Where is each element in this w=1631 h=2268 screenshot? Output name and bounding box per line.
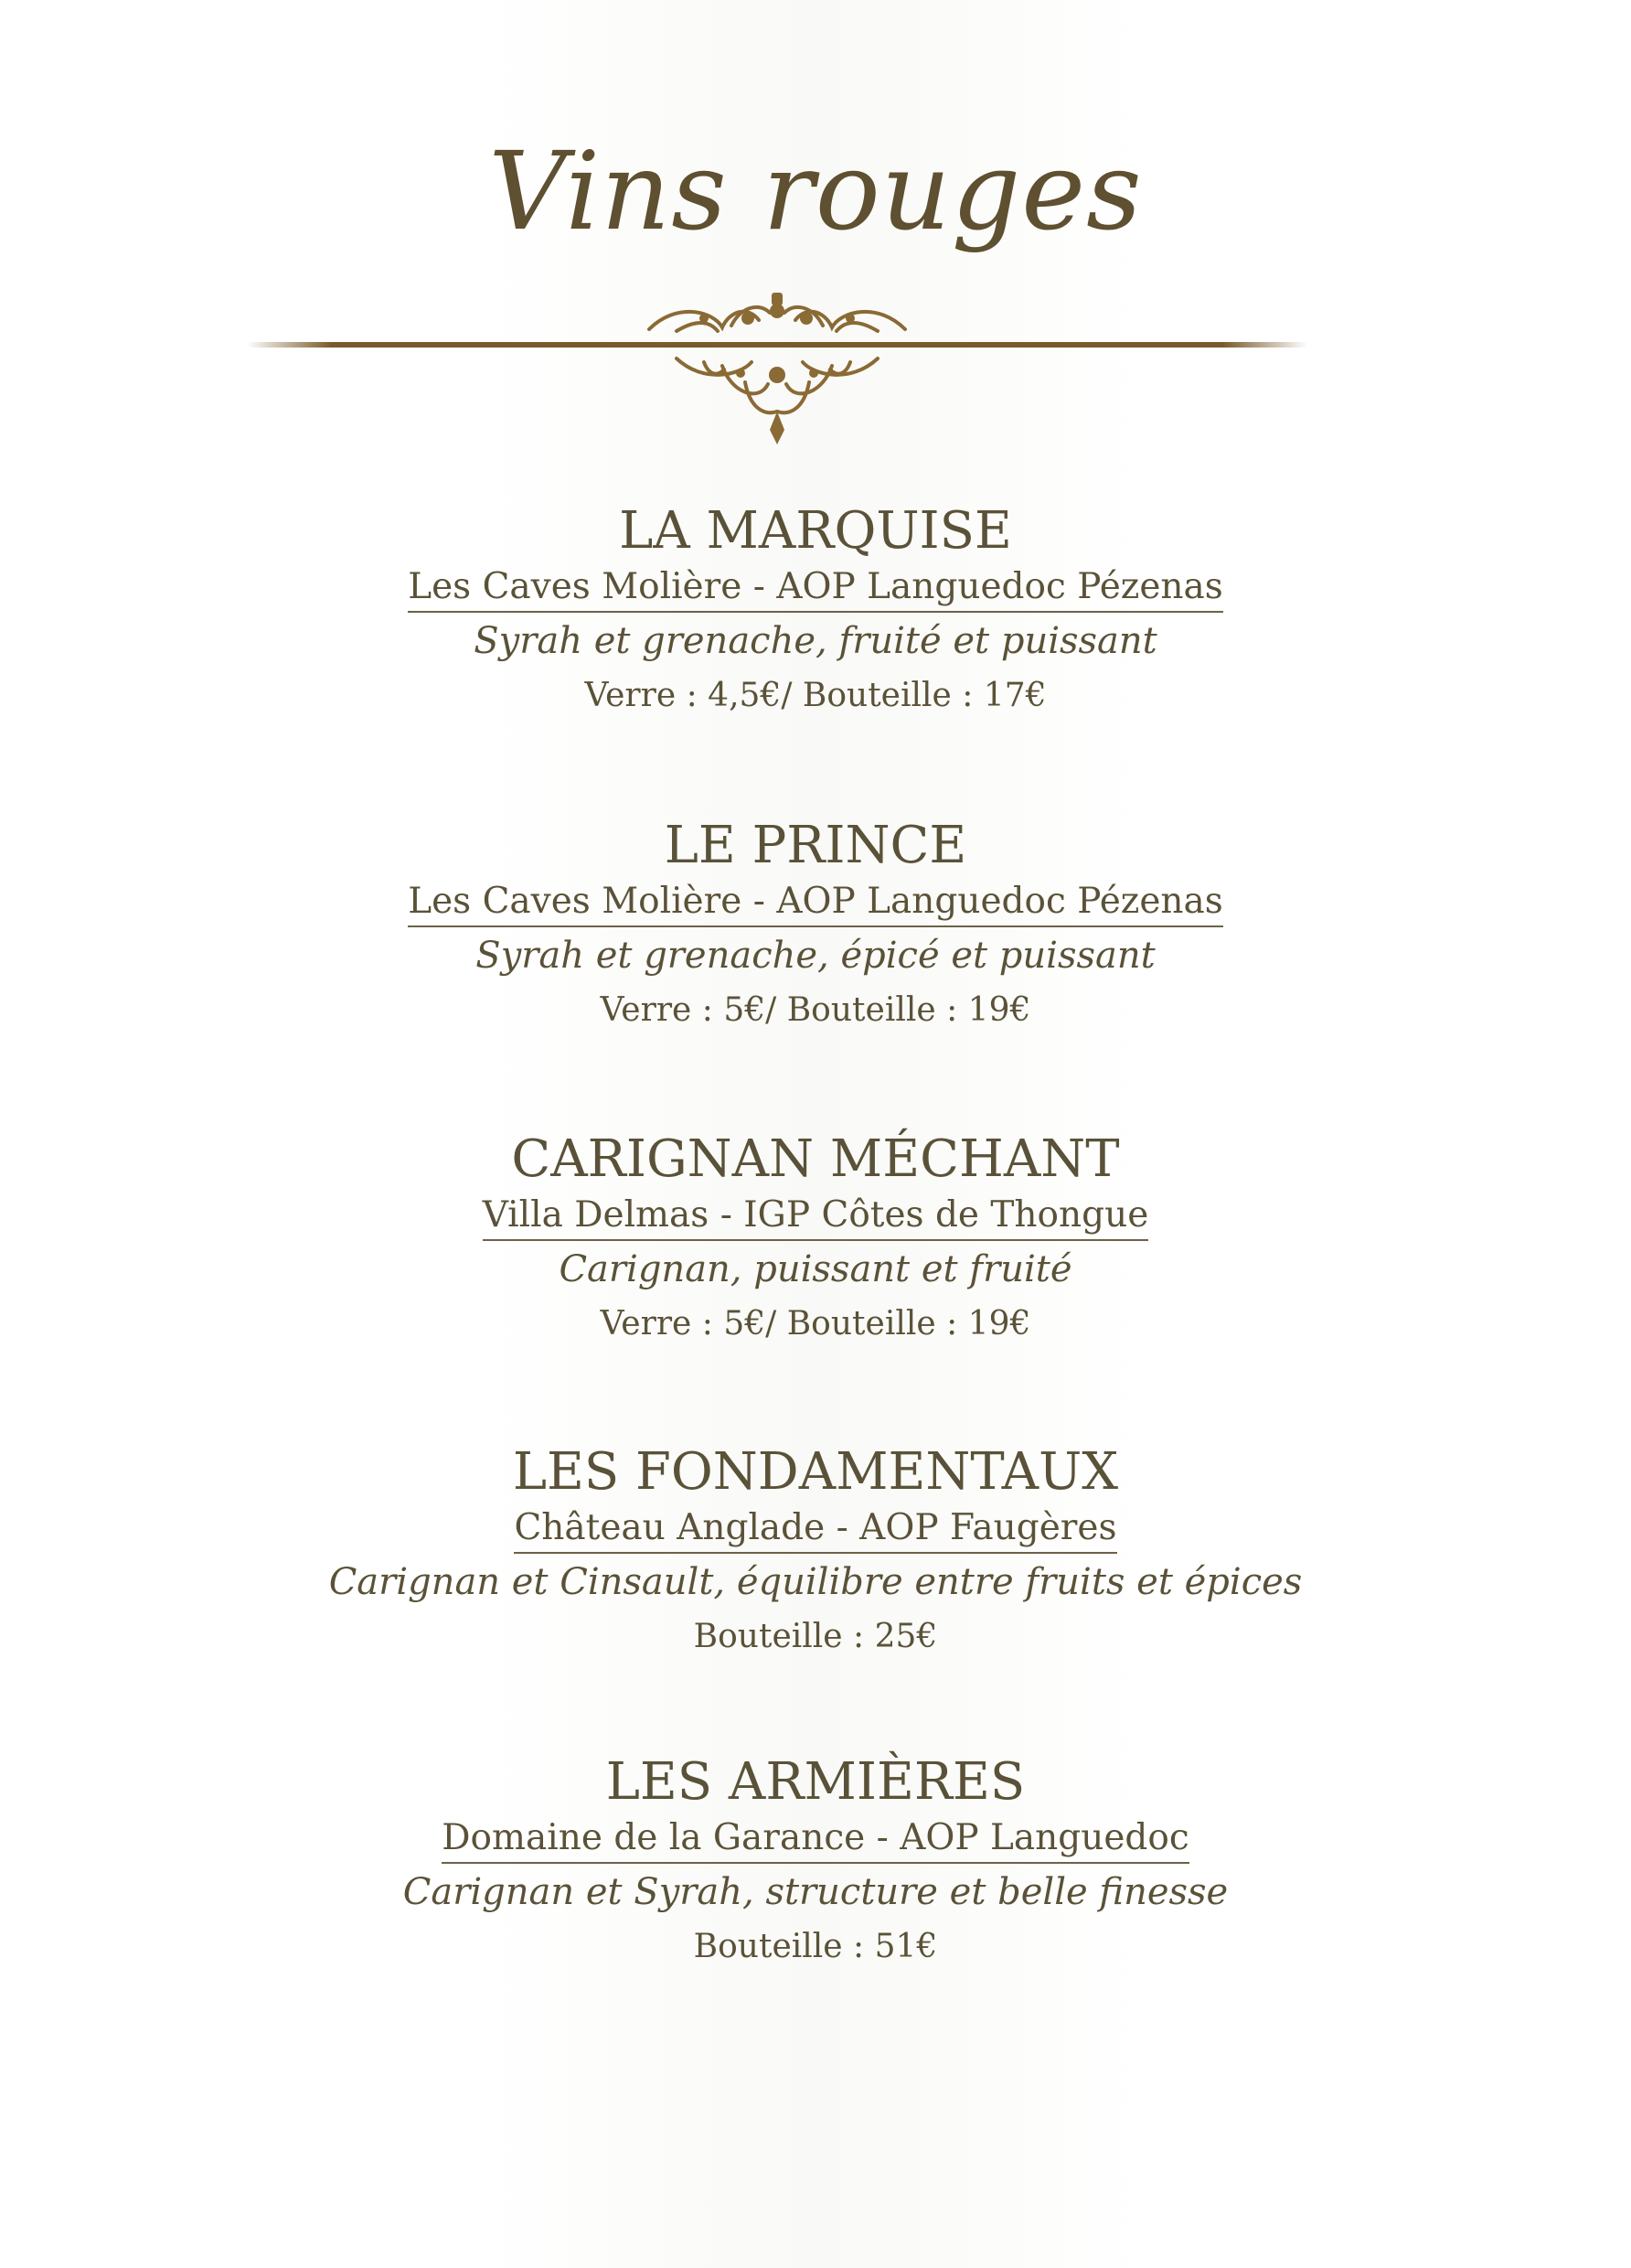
wine-origin: Château Anglade - AOP Faugères [514,1506,1116,1554]
wine-price: Bouteille : 25€ [693,1618,938,1655]
wine-name: LES ARMIÈRES [605,1752,1026,1812]
wine-price: Verre : 5€/ Bouteille : 19€ [600,991,1031,1029]
wine-origin: Les Caves Molière - AOP Languedoc Pézenas [408,565,1223,613]
wine-price: Verre : 5€/ Bouteille : 19€ [600,1305,1031,1343]
wine-origin: Villa Delmas - IGP Côtes de Thongue [483,1193,1149,1241]
wine-description: Syrah et grenache, épicé et puissant [475,935,1156,977]
wine-description: Carignan et Cinsault, équilibre entre fruits et épices [328,1561,1303,1603]
wine-entry [0,814,1631,1037]
wine-name: CARIGNAN MÉCHANT [511,1129,1120,1189]
wine-entry [0,1750,1631,1974]
wine-entry [0,1440,1631,1664]
wine-origin: Domaine de la Garance - AOP Languedoc [442,1816,1189,1864]
wine-description: Syrah et grenache, fruité et puissant [474,620,1157,662]
wine-name: LE PRINCE [664,816,967,875]
decorative-divider-icon [247,274,1307,448]
wine-price: Verre : 4,5€/ Bouteille : 17€ [584,677,1047,714]
wine-description: Carignan, puissant et fruité [559,1248,1072,1290]
page-title: Vins rouges [488,128,1143,254]
wine-entry [0,1128,1631,1351]
wine-price: Bouteille : 51€ [693,1928,938,1965]
wine-name: LES FONDAMENTAUX [512,1442,1119,1502]
wine-origin: Les Caves Molière - AOP Languedoc Pézenas [408,880,1223,927]
wine-entry [0,499,1631,722]
wine-name: LA MARQUISE [619,501,1012,561]
wine-description: Carignan et Syrah, structure et belle finesse [402,1871,1229,1913]
